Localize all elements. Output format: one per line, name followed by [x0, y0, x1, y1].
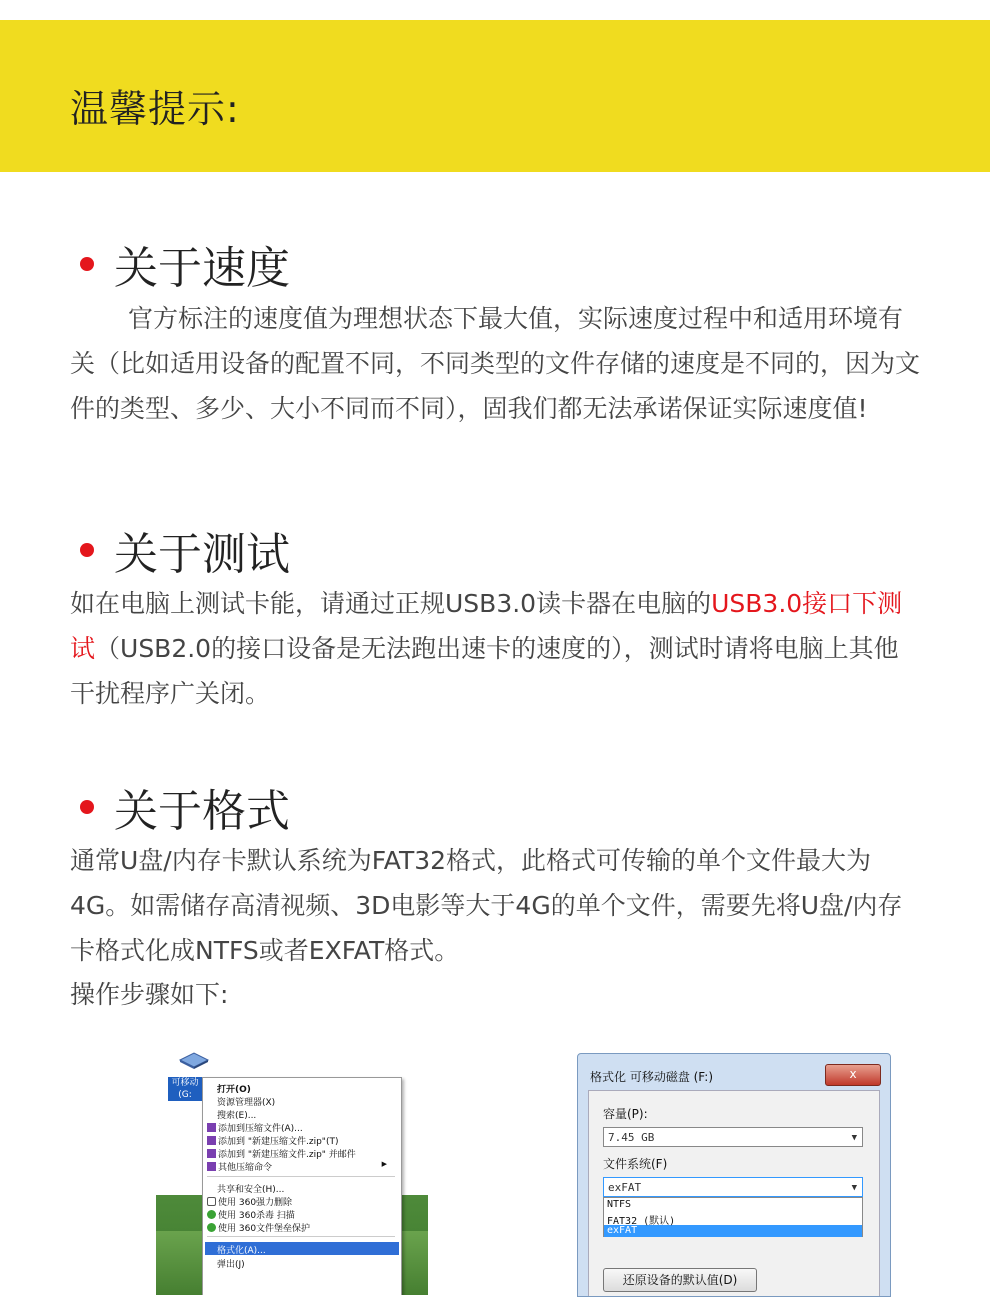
menu-item-label: 添加到 "新建压缩文件.zip"(T)	[218, 1137, 339, 1147]
filesystem-dropdown-list	[603, 1197, 863, 1237]
dialog-body	[588, 1090, 880, 1297]
drive-label: 可移动 (G:	[168, 1077, 202, 1101]
removable-drive-icon	[178, 1051, 210, 1069]
submenu-arrow-icon: ▶	[381, 1160, 387, 1168]
menu-item-label: 使用 360杀毒 扫描	[218, 1211, 295, 1221]
format-dialog-screenshot	[577, 1053, 891, 1297]
speed-text: 官方标注的速度值为理想状态下最大值，实际速度过程中和适用环境有关（比如适用设备的配置不同，不同类型的文件存储的速度是不同的，因为文件的类型、多少、大小不同而不同），固我们都无法承诺保证实际速度值!	[70, 304, 921, 423]
steps-label: 操作步骤如下:	[70, 980, 229, 1009]
option-fat32[interactable]: FAT32 (默认)	[607, 1216, 676, 1227]
menu-separator	[207, 1176, 395, 1177]
menu-item-360-scan[interactable]	[207, 1208, 295, 1221]
archive-icon	[207, 1123, 216, 1132]
section-title-text: 关于测试	[114, 529, 290, 580]
menu-item-share[interactable]: 共享和安全(H)...	[217, 1185, 285, 1195]
speed-paragraph	[70, 296, 920, 431]
shredder-icon	[207, 1197, 216, 1206]
menu-item-add-zip-email[interactable]	[207, 1147, 356, 1160]
archive-icon	[207, 1162, 216, 1171]
menu-item-explorer[interactable]: 资源管理器(X)	[217, 1098, 276, 1108]
shield-icon	[207, 1223, 216, 1232]
menu-item-add-zip[interactable]	[207, 1134, 338, 1147]
menu-item-360-protect[interactable]	[207, 1221, 310, 1234]
chevron-down-icon: ▼	[851, 1183, 857, 1193]
format-text: 通常U盘/内存卡默认系统为FAT32格式，此格式可传输的单个文件最大为4G。如需储存高清视频、3D电影等大于4G的单个文件，需要先将U盘/内存卡格式化成NTFS或者EXFAT格式。	[70, 846, 903, 965]
menu-item-open[interactable]: 打开(O)	[217, 1085, 251, 1095]
close-button[interactable]: x	[825, 1064, 881, 1086]
menu-separator	[207, 1236, 395, 1237]
section-title-test	[80, 518, 290, 582]
capacity-value: 7.45 GB	[608, 1131, 655, 1144]
menu-item-add-archive[interactable]	[207, 1121, 303, 1134]
menu-item-other-compress[interactable]	[207, 1160, 393, 1173]
section-title-text: 关于格式	[114, 786, 290, 837]
capacity-label: 容量(P):	[603, 1107, 648, 1121]
filesystem-label: 文件系统(F)	[603, 1157, 668, 1171]
section-title-text: 关于速度	[114, 243, 290, 294]
menu-item-search[interactable]: 搜索(E)...	[217, 1111, 257, 1121]
test-text-highlight: USB3.0接口下测试	[70, 589, 903, 663]
bullet-dot	[80, 257, 94, 271]
menu-item-label: 添加到 "新建压缩文件.zip" 并邮件	[218, 1150, 356, 1160]
context-menu-screenshot	[156, 1045, 428, 1295]
archive-icon	[207, 1136, 216, 1145]
chevron-down-icon: ▼	[851, 1133, 857, 1143]
menu-item-eject[interactable]: 弹出(J)	[217, 1260, 245, 1270]
archive-icon	[207, 1149, 216, 1158]
bullet-dot	[80, 800, 94, 814]
bullet-dot	[80, 543, 94, 557]
menu-item-label: 其他压缩命令	[218, 1163, 273, 1173]
test-paragraph	[70, 581, 920, 716]
dialog-title: 格式化 可移动磁盘 (F:)	[590, 1070, 714, 1084]
context-menu	[202, 1077, 402, 1295]
menu-item-label: 使用 360强力删除	[218, 1198, 293, 1208]
filesystem-select[interactable]	[603, 1177, 863, 1197]
capacity-select[interactable]	[603, 1127, 863, 1147]
shield-icon	[207, 1210, 216, 1219]
option-ntfs[interactable]: NTFS	[607, 1199, 632, 1210]
banner-title: 温馨提示:	[70, 87, 240, 131]
menu-item-label: 使用 360文件堡垒保护	[218, 1224, 311, 1234]
menu-item-label: 添加到压缩文件(A)...	[218, 1124, 303, 1134]
format-paragraph	[70, 838, 920, 973]
section-title-speed	[80, 232, 290, 296]
option-exfat[interactable]: exFAT	[607, 1225, 638, 1236]
test-text-before: 如在电脑上测试卡能，请通过正规USB3.0读卡器在电脑的	[70, 589, 712, 618]
filesystem-value: exFAT	[608, 1181, 642, 1194]
section-title-format	[80, 775, 290, 839]
test-text-after: （USB2.0的接口设备是无法跑出速卡的速度的），测试时请将电脑上其他干扰程序广关闭。	[70, 634, 899, 708]
menu-item-360-delete[interactable]	[207, 1195, 292, 1208]
menu-item-format[interactable]: 格式化(A)...	[217, 1246, 266, 1256]
restore-defaults-button[interactable]: 还原设备的默认值(D)	[603, 1268, 757, 1292]
